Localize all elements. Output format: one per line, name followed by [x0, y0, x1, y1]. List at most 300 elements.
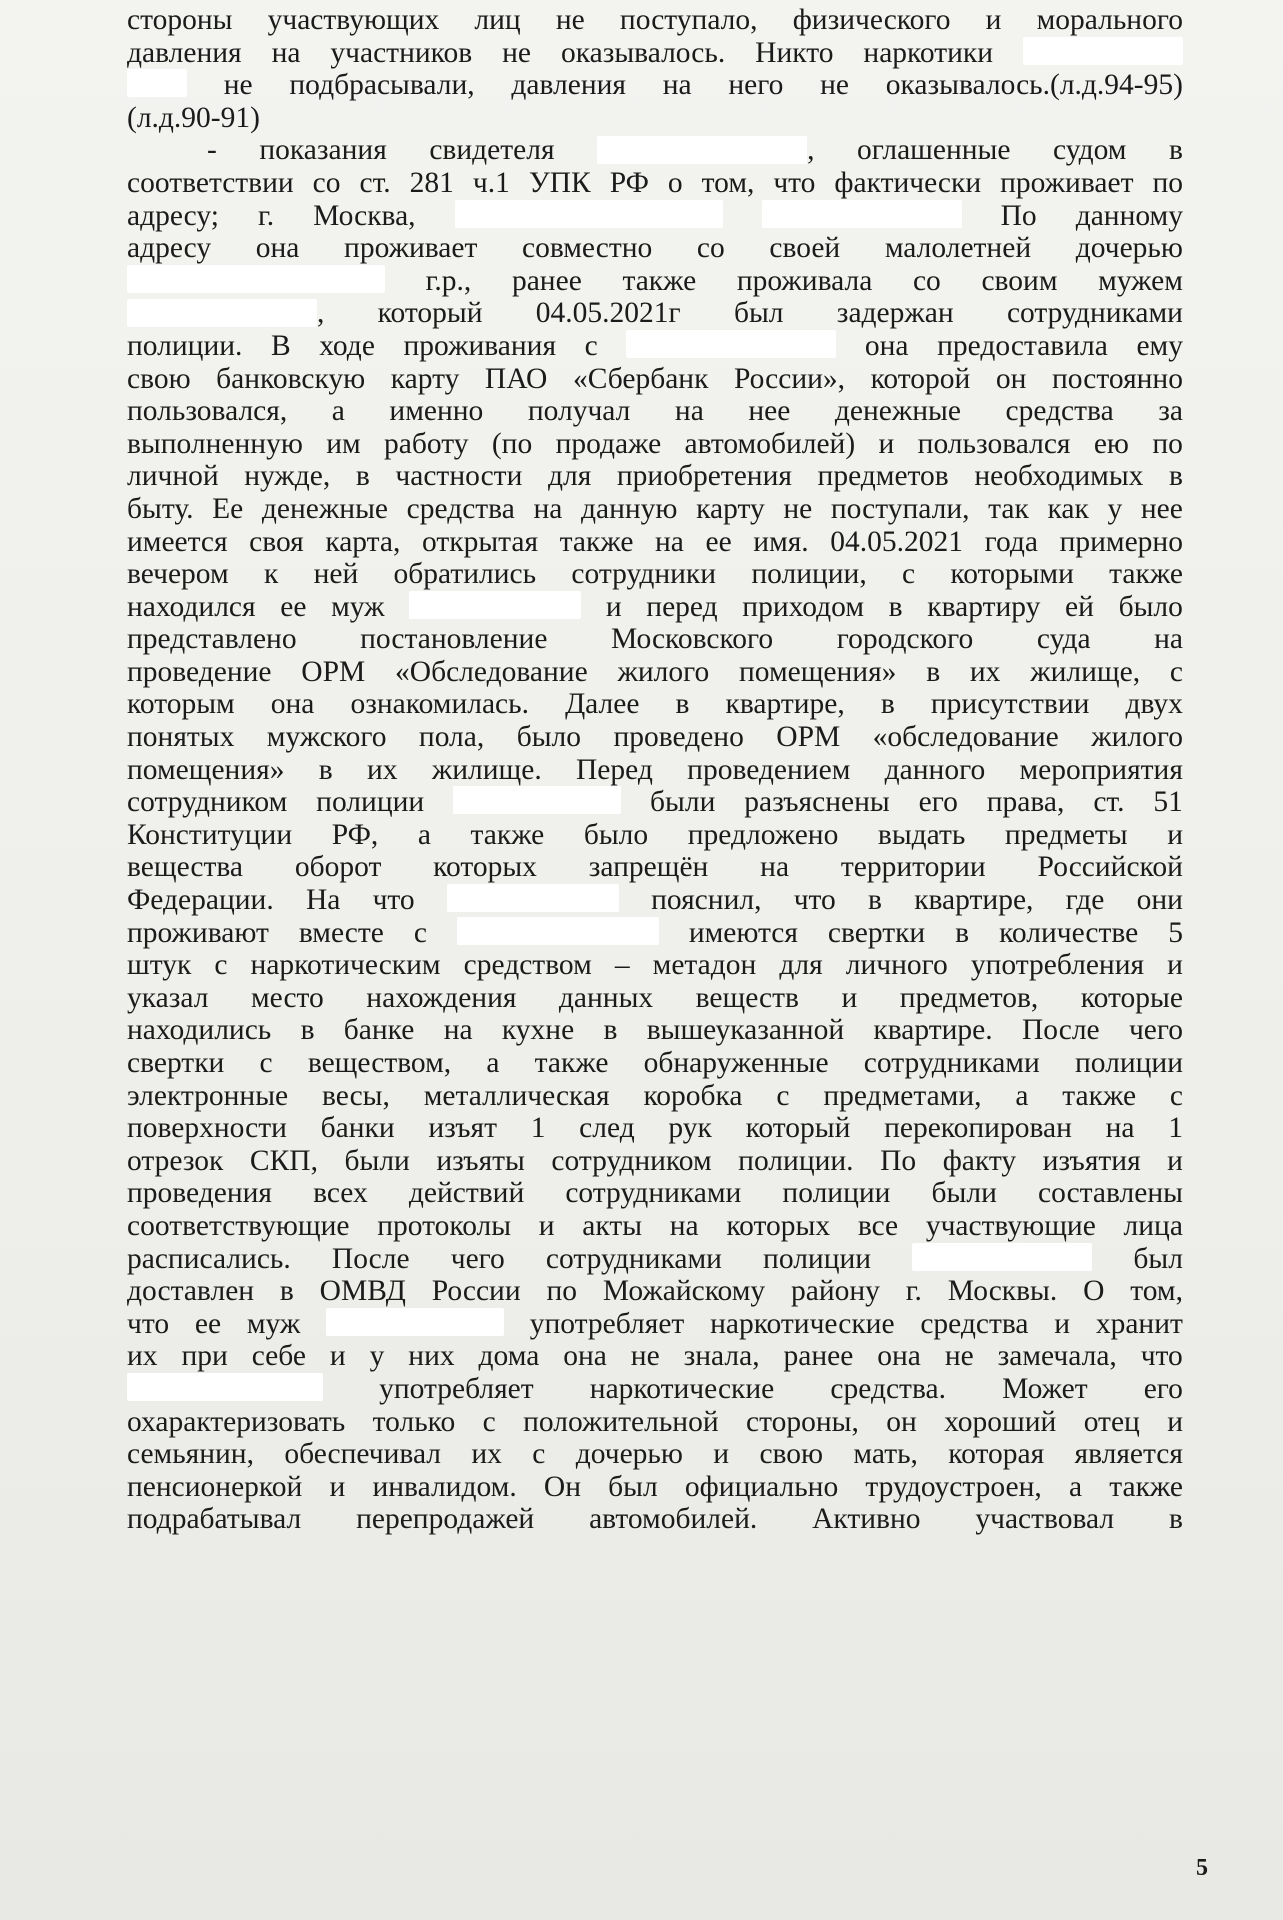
word: в	[675, 688, 690, 721]
word: подбрасывали,	[289, 69, 475, 102]
redaction-box	[912, 1243, 1092, 1271]
word: 1	[1168, 1112, 1183, 1145]
word: которых	[726, 1209, 831, 1242]
word: проживает	[1000, 166, 1134, 199]
word: РФ,	[331, 818, 379, 851]
word: ранее	[511, 264, 582, 297]
word: свертки	[127, 1047, 225, 1079]
text-line	[127, 982, 1183, 1015]
word: Никто	[755, 36, 834, 69]
word: и	[329, 1340, 346, 1373]
word: Москвы.	[947, 1275, 1058, 1308]
word: открытая	[421, 525, 539, 558]
word: сотрудником	[551, 1144, 712, 1177]
word: наркотические	[589, 1372, 775, 1405]
word: данных	[558, 981, 654, 1014]
word: а	[417, 818, 431, 851]
text-line	[127, 884, 1183, 917]
word: полиции	[1074, 1047, 1183, 1079]
word: мать,	[853, 1438, 918, 1471]
word: квартире.	[873, 1014, 993, 1047]
word: ее	[194, 1307, 222, 1340]
word: метадон	[652, 949, 757, 982]
word: не	[502, 36, 532, 69]
word: вместе	[298, 916, 384, 949]
word: употребляет	[379, 1372, 534, 1405]
word: оказывалось.	[560, 36, 726, 69]
word: она	[864, 329, 909, 362]
word: ОРМ	[776, 721, 841, 754]
word: что	[127, 1307, 170, 1340]
word: а	[1015, 1079, 1029, 1112]
word: с	[413, 916, 427, 949]
word: официально	[684, 1470, 839, 1503]
word: отрезок	[127, 1144, 224, 1177]
word: поступали,	[830, 492, 970, 525]
word: что	[793, 884, 836, 917]
word: О	[1083, 1275, 1105, 1308]
word: России»,	[733, 362, 846, 395]
word: предметы	[1004, 818, 1128, 851]
word: давления	[127, 36, 242, 69]
word: нахождения	[366, 981, 517, 1014]
text-line	[127, 819, 1183, 852]
word: и	[1167, 949, 1183, 982]
word: карта,	[325, 525, 401, 558]
word: предметами,	[823, 1079, 982, 1112]
word: проживания	[403, 329, 557, 362]
word: обеспечивал	[284, 1438, 442, 1471]
word: перекопирован	[884, 1112, 1072, 1145]
word: на	[271, 36, 301, 69]
word: что	[773, 166, 816, 199]
word: также	[1109, 558, 1183, 591]
word: на	[669, 1209, 699, 1242]
word: рук	[668, 1112, 712, 1145]
word: отец	[1083, 1405, 1140, 1438]
word: ПАО	[484, 362, 548, 395]
redaction-box	[597, 136, 807, 164]
word: семьянин,	[127, 1438, 254, 1471]
word: свидетеля	[429, 134, 555, 167]
word: средства	[406, 492, 515, 525]
word: вечером	[127, 558, 229, 591]
word: их	[969, 655, 1001, 688]
word: нужде,	[244, 460, 331, 493]
text-line	[127, 200, 1183, 233]
word: адресу;	[127, 199, 219, 232]
word: который	[745, 1112, 851, 1145]
word: предложено	[687, 818, 839, 851]
word: которые	[1080, 981, 1183, 1014]
word: России	[431, 1275, 521, 1308]
word: В	[271, 329, 291, 362]
word: по	[1152, 166, 1183, 199]
word: 1	[530, 1112, 546, 1145]
page-number: 5	[1196, 1855, 1208, 1881]
word: городского	[836, 623, 974, 656]
word: -	[207, 134, 217, 167]
redaction-box	[626, 330, 836, 358]
word: в	[355, 460, 370, 493]
text-line	[127, 1210, 1183, 1243]
word: с	[1169, 1079, 1183, 1112]
redaction-box	[127, 265, 385, 293]
word: своей	[769, 232, 841, 265]
word: мероприятия	[1019, 753, 1183, 786]
word: штук	[127, 949, 192, 982]
word: всех	[313, 1177, 368, 1210]
word: наркотические	[710, 1307, 895, 1340]
text-line	[127, 688, 1183, 721]
word: присутствии	[930, 688, 1090, 721]
text-line	[127, 1177, 1183, 1210]
word: были	[650, 786, 716, 819]
word: квартире,	[725, 688, 845, 721]
text-line	[127, 851, 1183, 884]
word: 04.05.2021г	[535, 297, 681, 330]
word: квартире,	[914, 884, 1034, 917]
word: предметов	[817, 460, 949, 493]
word: он	[995, 362, 1027, 395]
word: работу	[384, 427, 469, 460]
text-line	[127, 167, 1183, 200]
word: жилище.	[431, 753, 542, 786]
word: и	[713, 1438, 730, 1471]
word: и	[605, 590, 622, 623]
word: инвалидом.	[372, 1470, 517, 1503]
word: в	[1169, 460, 1183, 493]
word-group	[127, 297, 324, 330]
word: которым	[127, 688, 235, 721]
word: и	[1167, 1405, 1183, 1438]
redaction-box	[127, 299, 317, 327]
word: были	[931, 1177, 997, 1210]
word: ему	[1136, 329, 1183, 362]
word: с	[902, 558, 916, 591]
word: был	[608, 1470, 658, 1503]
word: был	[733, 297, 784, 330]
text-line	[127, 1145, 1183, 1178]
word: автомобилей.	[589, 1503, 758, 1536]
word: ранее	[783, 1340, 854, 1373]
word: жилище,	[1030, 655, 1141, 688]
word: в	[1169, 1503, 1183, 1536]
word: ,	[317, 297, 325, 330]
word: коробка	[643, 1079, 743, 1112]
word: протоколы	[377, 1209, 512, 1242]
word: права,	[986, 786, 1065, 819]
word: проживают	[127, 916, 269, 949]
word: и	[841, 981, 858, 1014]
word: мужского	[266, 721, 387, 754]
text-line	[127, 69, 1183, 102]
word: в	[603, 1014, 618, 1047]
text-line	[127, 949, 1183, 982]
word: что	[1140, 1340, 1183, 1373]
word: для	[547, 460, 592, 493]
text-line	[127, 134, 1183, 167]
text-line	[127, 1112, 1183, 1145]
word: и	[1167, 818, 1183, 851]
text-line	[127, 1373, 1183, 1406]
word: знала,	[683, 1340, 760, 1373]
word: в	[868, 884, 882, 917]
word: по	[546, 1275, 578, 1308]
word: также	[1109, 1470, 1183, 1503]
word: ею	[1093, 427, 1129, 460]
word: Можайскому	[602, 1275, 766, 1308]
word: сотрудниками	[863, 1047, 1040, 1079]
word: денежные	[834, 395, 961, 428]
word: 281	[409, 166, 454, 199]
word: банке	[343, 1014, 415, 1047]
word: полиции	[316, 786, 425, 819]
word: с	[259, 1047, 273, 1079]
redaction-box	[447, 884, 619, 912]
word: кухне	[501, 1014, 575, 1047]
word: него	[728, 69, 784, 102]
word: она	[563, 1340, 607, 1373]
redaction-box	[326, 1308, 504, 1336]
word: участвующих	[267, 4, 440, 36]
word: и	[1054, 1307, 1071, 1340]
text-line	[127, 917, 1183, 950]
word: со	[312, 166, 341, 199]
word: именно	[389, 395, 484, 428]
word: территории	[840, 851, 986, 884]
word: лиц	[474, 4, 521, 36]
word: После	[331, 1242, 410, 1275]
word: 51	[1153, 786, 1183, 819]
word: сотрудники	[571, 558, 717, 591]
word: трудоустроен,	[865, 1470, 1042, 1503]
word: акты	[582, 1209, 643, 1242]
word: средства.	[830, 1372, 946, 1405]
text-line	[127, 1438, 1183, 1471]
word: «Сбербанк	[572, 362, 709, 395]
word: ей	[1065, 590, 1094, 623]
word: количестве	[999, 916, 1139, 949]
word: где	[1065, 884, 1105, 917]
text-line	[127, 1308, 1183, 1341]
word: на	[1105, 1112, 1135, 1145]
word: как	[1047, 492, 1089, 525]
word: она	[270, 688, 315, 721]
word: 04.05.2021	[830, 525, 964, 558]
word: по	[1152, 427, 1183, 460]
word: весы,	[321, 1079, 390, 1112]
word: также	[622, 264, 697, 297]
word: которых	[433, 851, 537, 884]
word: средством	[463, 949, 592, 982]
redaction-box	[453, 786, 621, 814]
word: средства	[1005, 395, 1114, 428]
word: дома	[478, 1340, 540, 1373]
word: карту	[696, 492, 765, 525]
word: их	[366, 753, 398, 786]
word: том,	[1130, 1275, 1183, 1308]
word: в	[279, 1275, 294, 1308]
word: на	[674, 395, 704, 428]
word: подрабатывал	[127, 1503, 302, 1536]
word: наркотическим	[250, 949, 441, 982]
word: постановление	[360, 623, 548, 656]
word: частности	[395, 460, 523, 493]
text-line	[127, 591, 1183, 624]
word: а	[331, 395, 345, 428]
word: поверхности	[127, 1112, 287, 1145]
word: в	[1169, 134, 1183, 167]
word: на	[655, 525, 684, 558]
text-line	[127, 330, 1183, 363]
word: также	[534, 1047, 609, 1079]
word: изъяты	[436, 1144, 525, 1177]
text-line	[127, 1014, 1183, 1047]
text-line	[127, 1471, 1183, 1504]
word: ч.1	[472, 166, 510, 199]
word: своя	[249, 525, 304, 558]
word: судом	[1053, 134, 1127, 167]
word: примерно	[1059, 525, 1183, 558]
word: данного	[884, 753, 986, 786]
text-line	[127, 37, 1183, 70]
word: у	[369, 1340, 385, 1373]
word: Далее	[565, 688, 640, 721]
text-line	[127, 526, 1183, 559]
word: на	[533, 492, 563, 525]
word: к	[263, 558, 279, 591]
word: положительной	[523, 1405, 719, 1438]
text-line	[127, 363, 1183, 396]
word: со	[696, 232, 725, 265]
word: является	[1074, 1438, 1183, 1471]
word: не	[630, 1340, 660, 1373]
word: в	[926, 655, 941, 688]
document-body	[127, 4, 1183, 1536]
word: Может	[1002, 1372, 1088, 1405]
word: постоянно	[1052, 362, 1183, 395]
word: при	[181, 1340, 228, 1373]
text-line	[127, 460, 1183, 493]
text-line	[127, 232, 1183, 265]
word: все	[857, 1209, 899, 1242]
redaction-box	[762, 200, 962, 228]
word: с	[776, 1079, 790, 1112]
word: стороны	[127, 4, 233, 36]
word: изъят	[428, 1112, 498, 1145]
text-line	[127, 656, 1183, 689]
word: а	[1068, 1470, 1083, 1503]
word: жилого	[617, 655, 710, 688]
word: жилого	[1091, 721, 1183, 754]
word: двух	[1125, 688, 1183, 721]
word: понятых	[127, 721, 235, 754]
word: веществ	[695, 981, 799, 1014]
word: По	[880, 1144, 917, 1177]
word: представлено	[127, 623, 297, 656]
word: запрещён	[588, 851, 709, 884]
word: показания	[259, 134, 387, 167]
word: металлическая	[423, 1079, 610, 1112]
word: ее	[280, 590, 307, 623]
word: также	[470, 818, 545, 851]
word: находился	[127, 590, 256, 623]
word: СКП,	[249, 1144, 318, 1177]
word: который	[377, 297, 483, 330]
word: в	[955, 916, 970, 949]
word: ст.	[1093, 786, 1125, 819]
redaction-box	[1023, 37, 1183, 65]
word: с	[532, 1438, 546, 1471]
word: не	[783, 492, 813, 525]
word: проведения	[127, 1177, 272, 1210]
word: только	[372, 1405, 456, 1438]
word: г.р.,	[425, 264, 472, 297]
word: автомобилей)	[684, 427, 856, 460]
word: что	[372, 884, 415, 917]
word: перед	[646, 590, 718, 623]
word: имеются	[688, 916, 798, 949]
word: они	[1136, 884, 1183, 917]
word: выдать	[877, 818, 966, 851]
word: морального	[1036, 4, 1183, 36]
word: вышеуказанной	[646, 1014, 845, 1047]
word: стороны,	[746, 1405, 859, 1438]
word: квартиру	[927, 590, 1041, 623]
word: Федерации.	[127, 884, 274, 917]
word: продаже	[555, 427, 662, 460]
text-line	[127, 1406, 1183, 1439]
text-line	[127, 4, 1183, 37]
word: дочерью	[575, 1438, 683, 1471]
word: –	[614, 949, 630, 982]
word: оглашенные	[857, 134, 1011, 167]
text-line	[127, 102, 1183, 135]
word: на	[1154, 623, 1183, 656]
word: имеется	[127, 525, 228, 558]
word: выполненную	[127, 427, 303, 460]
word: давления	[511, 69, 626, 102]
word: она	[255, 232, 300, 265]
word: было	[516, 721, 581, 754]
text-line	[127, 754, 1183, 787]
word: на	[662, 69, 692, 102]
word: свою	[759, 1438, 824, 1471]
word: пользовался,	[127, 395, 288, 428]
word: факту	[942, 1144, 1017, 1177]
word: свертки	[827, 916, 926, 949]
word: и	[1167, 1144, 1183, 1177]
word: ст.	[359, 166, 391, 199]
word: его	[918, 786, 958, 819]
word: «Обследование	[395, 655, 588, 688]
word: перепродажей	[356, 1503, 535, 1536]
word: пола,	[418, 721, 485, 754]
word: с	[1169, 655, 1183, 688]
word: за	[1158, 395, 1183, 428]
text-line	[127, 1080, 1183, 1113]
word: приобретения	[616, 460, 792, 493]
word: нее	[1140, 492, 1183, 525]
text-line	[127, 1340, 1183, 1373]
word: суда	[1036, 623, 1091, 656]
redaction-box	[127, 1373, 323, 1401]
word: быту.	[127, 492, 194, 525]
word: средства	[920, 1307, 1029, 1340]
word: доставлен	[127, 1275, 255, 1308]
word: электронные	[127, 1079, 289, 1112]
